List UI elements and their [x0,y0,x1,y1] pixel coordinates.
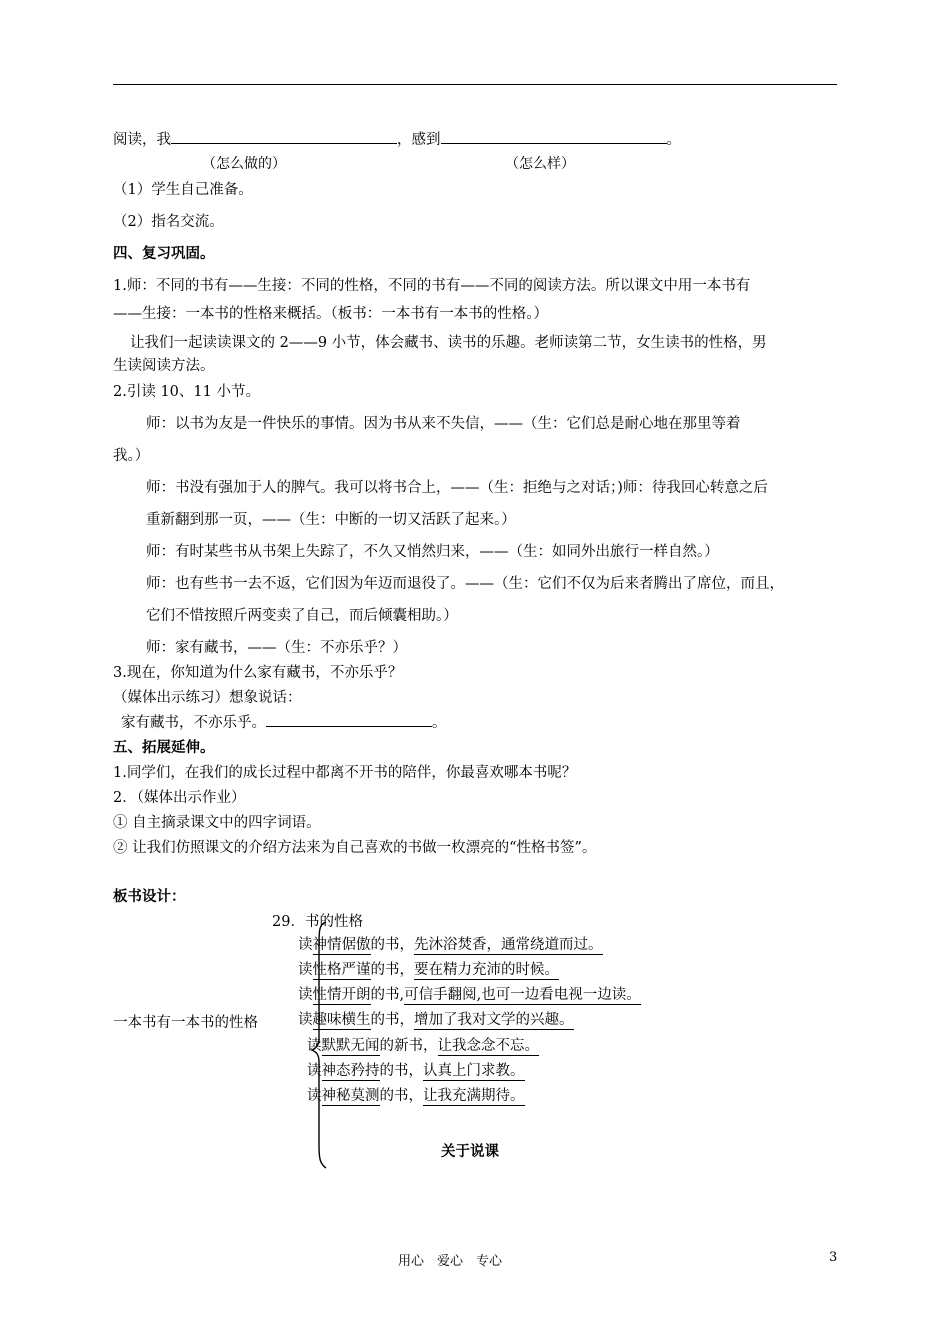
dialog-5: 师：家有藏书，——（生：不亦乐乎？） [146,640,407,656]
fill-hint-2: （怎么样） [505,156,575,172]
fill-text-1: 阅读，我 [113,132,171,148]
board-row-method: 先沐浴焚香，通常绕道而过。 [414,937,603,953]
lesson-title: 29．书的性格 [272,914,363,930]
board-left-label: 一本书有一本书的性格 [113,1015,258,1031]
board-row-trait: 性情开朗 [312,987,371,1003]
fill-sentence [113,128,681,149]
step-1: （1）学生自己准备。 [113,182,253,198]
s4-p3: 2.引读 10、11 小节。 [113,384,260,400]
q3-fill-blank [266,712,432,727]
board-row-read: 读 [307,1038,322,1054]
s5-line2: 2．（媒体出示作业） [113,790,246,806]
s4-p2-line2: 生读阅读方法。 [113,358,215,374]
board-row [298,1008,574,1029]
s5-line3: ① 自主摘录课文中的四字词语。 [113,815,321,831]
board-row [298,983,641,1004]
board-row [307,1059,525,1080]
s4-p1-line2: ——生接：一本书的性格来概括。（板书：一本书有一本书的性格。） [113,306,548,322]
board-row-method: 让我念念不忘。 [437,1038,539,1054]
board-row [307,1084,525,1105]
fill-blank-1 [171,129,397,144]
s4-q3: 3.现在，你知道为什么家有藏书，不亦乐乎？ [113,665,403,681]
board-row-trait: 性格严谨 [312,962,371,978]
board-row-read: 读 [298,987,313,1003]
fill-text-2: ，感到 [397,132,441,148]
board-row [298,958,559,979]
board-row-method: 认真上门求教。 [423,1063,525,1079]
board-row-book: 的书， [379,1088,423,1104]
section-5-title: 五、拓展延伸。 [113,739,215,756]
board-row-read: 读 [298,937,313,953]
dialog-1-line2: 我。） [113,448,150,464]
fill-blank-2 [441,129,667,144]
board-row-book: 的书， [370,937,414,953]
section-4-title: 四、复习巩固。 [113,245,215,262]
q3-fill-end: 。 [432,715,447,731]
board-row-book: 的书， [370,962,414,978]
s4-p2-line1: 让我们一起读读课文的 2——9 小节，体会藏书、读书的乐趣。老师读第二节，女生读书的性格，男 [130,335,767,351]
board-row-book: 的书， [379,1063,423,1079]
step-2: （2）指名交流。 [113,214,224,230]
board-row-read: 读 [298,1012,313,1028]
dialog-3: 师：有时某些书从书架上失踪了，不久又悄然归来，——（生：如同外出旅行一样自然。） [146,544,719,560]
q3-fill-text: 家有藏书，不亦乐乎。 [121,715,266,731]
dialog-2-line2: 重新翻到那一页，——（生：中断的一切又活跃了起来。） [146,512,516,528]
board-row-book: 的书， [370,1012,414,1028]
fill-hint-1: （怎么做的） [202,156,286,172]
board-row-book: 的新书， [379,1038,438,1054]
board-row-method: 可信手翻阅,也可一边看电视一边读。 [404,987,641,1003]
header-rule [113,84,837,85]
s4-q3-fill [121,711,447,732]
fill-text-3: 。 [666,132,681,148]
board-row-trait: 神态矜持 [321,1063,380,1079]
board-row-read: 读 [307,1063,322,1079]
s5-line4: ② 让我们仿照课文的介绍方法来为自己喜欢的书做一枚漂亮的“性格书签”。 [113,840,597,856]
board-row-read: 读 [298,962,313,978]
dialog-1-line1: 师：以书为友是一件快乐的事情。因为书从来不失信，——（生：它们总是耐心地在那里等着 [146,416,741,432]
dialog-4-line2: 它们不惜按照斤两变卖了自己，而后倾囊相助。） [146,608,458,624]
dialog-4-line1: 师：也有些书一去不返，它们因为年迈而退役了。——（生：它们不仅为后来者腾出了席位，而且， [146,576,784,592]
board-row-method: 要在精力充沛的时候。 [414,962,559,978]
board-row [307,1034,539,1055]
footer-motto: 用心 爱心 专心 [398,1254,503,1269]
board-row-method: 让我充满期待。 [423,1088,525,1104]
board-row-trait: 神情倨傲 [312,937,371,953]
board-row-trait: 默默无闻 [321,1038,380,1054]
dialog-2-line1: 师：书没有强加于人的脾气。我可以将书合上，——（生：拒绝与之对话；)师：待我回心转意之后 [146,480,768,496]
s4-q3-media: （媒体出示练习）想象说话： [113,690,302,706]
s4-p1-line1: 1.师：不同的书有——生接：不同的性格，不同的书有——不同的阅读方法。所以课文中用一本书有 [113,278,751,294]
about-lecture: 关于说课 [441,1143,499,1160]
s5-line1: 1.同学们，在我们的成长过程中都离不开书的陪伴，你最喜欢哪本书呢？ [113,765,577,781]
board-row-trait: 神秘莫测 [321,1088,380,1104]
board-row-trait: 趣味横生 [312,1012,371,1028]
board-row-method: 增加了我对文学的兴趣。 [414,1012,574,1028]
board-title: 板书设计： [113,888,186,905]
board-row [298,933,603,954]
board-row-read: 读 [307,1088,322,1104]
board-row-book: 的书, [370,987,405,1003]
page-number: 3 [829,1250,838,1265]
